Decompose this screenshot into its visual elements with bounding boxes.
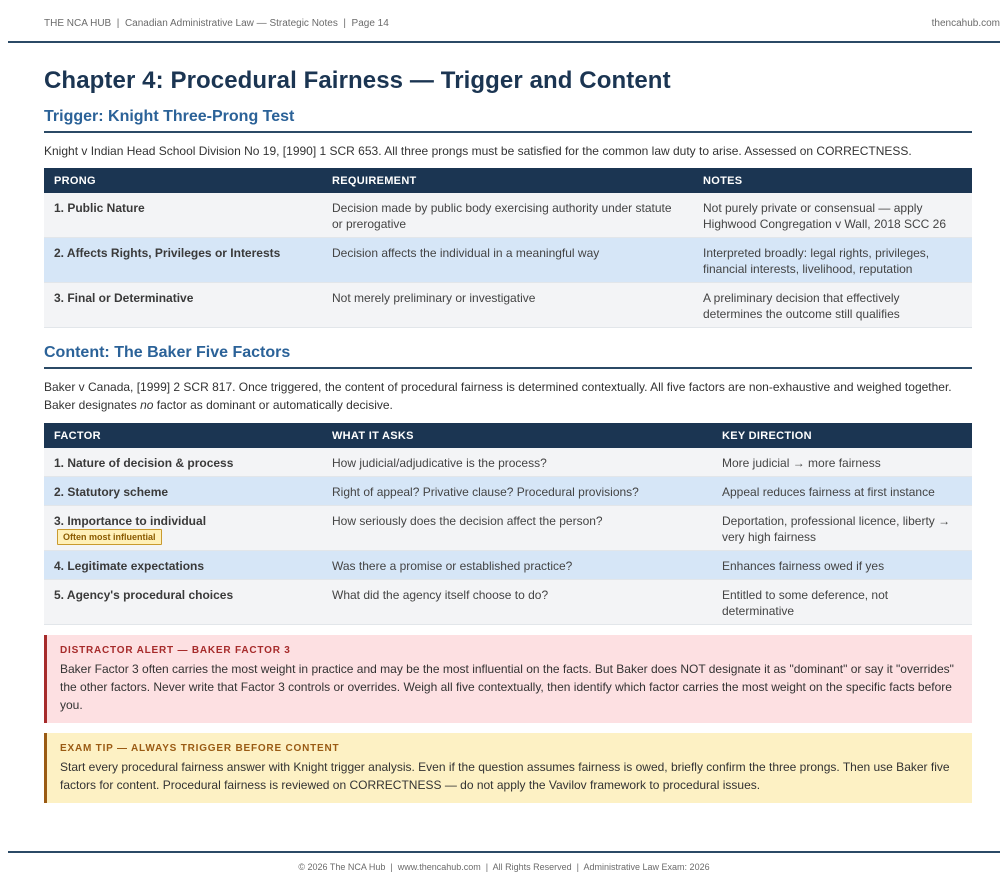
column-header-prong: PRONG [44,168,322,193]
table-row [44,283,972,328]
table-row [44,580,972,625]
table-row [44,551,972,580]
prong-cell: 3. Final or Determinative [44,283,322,328]
factor-label: 3. Importance to individual [54,514,207,528]
chapter-title: Chapter 4: Procedural Fairness — Trigger and Content [44,67,671,94]
column-header-notes: NOTES [693,168,972,193]
direction-cell: More judicial → more fairness [712,448,972,477]
content-intro-emphasis: no [140,398,154,412]
distractor-alert-callout [44,635,972,723]
footer-divider [8,851,1000,853]
direction-cell: Entitled to some deference, not determinative [712,580,972,625]
content-intro-start: Baker v Canada, [1999] 2 SCR 817. Once triggered, the content of procedural fairness is determined contextually. All five factors are non-exhaustive and weighed together. Baker designates [44,380,952,412]
column-header-what-it-asks: WHAT IT ASKS [322,423,712,448]
header-site-link[interactable]: thencahub.com [931,18,1000,29]
distractor-alert-body: Baker Factor 3 often carries the most weight in practice and may be the most influential on the facts. But Baker does NOT designate it as "dominant" or say it "overrides" the other factors. Never write that Factor 3 controls or overrides. Weigh all five contextually, then identify which factor carries the most weight on the specific facts before you. [60,662,954,712]
factor-cell [44,506,322,551]
exam-tip-callout [44,733,972,803]
table-header-row [44,423,972,448]
header-running-title: THE NCA HUB | Canadian Administrative Law — Strategic Notes | Page 14 [44,18,389,29]
column-header-factor: FACTOR [44,423,322,448]
content-intro [44,378,972,414]
column-header-key-direction: KEY DIRECTION [712,423,972,448]
asks-cell: Was there a promise or established practice? [322,551,712,580]
notes-cell: A preliminary decision that effectively determines the outcome still qualifies [693,283,972,328]
notes-cell: Interpreted broadly: legal rights, privileges, financial interests, livelihood, reputation [693,238,972,283]
page-header [8,0,1000,43]
column-header-requirement: REQUIREMENT [322,168,693,193]
table-row [44,506,972,551]
asks-cell: How seriously does the decision affect the person? [322,506,712,551]
prong-cell: 2. Affects Rights, Privileges or Interests [44,238,322,283]
direction-cell: Appeal reduces fairness at first instance [712,477,972,506]
exam-tip-title: EXAM TIP — ALWAYS TRIGGER BEFORE CONTENT [60,743,340,754]
table-row [44,477,972,506]
asks-cell: Right of appeal? Privative clause? Procedural provisions? [322,477,712,506]
baker-factors-table [44,423,972,625]
direction-cell: Deportation, professional licence, liberty → very high fairness [712,506,972,551]
asks-cell: How judicial/adjudicative is the process? [322,448,712,477]
table-row [44,448,972,477]
factor-cell: 4. Legitimate expectations [44,551,322,580]
factor-cell: 2. Statutory scheme [44,477,322,506]
most-influential-badge: Often most influential [57,529,162,545]
factor-cell: 5. Agency's procedural choices [44,580,322,625]
distractor-alert-title: DISTRACTOR ALERT — BAKER FACTOR 3 [60,645,291,656]
requirement-cell: Decision affects the individual in a meaningful way [322,238,693,283]
knight-prong-table [44,168,972,328]
table-row [44,193,972,238]
table-header-row [44,168,972,193]
asks-cell: What did the agency itself choose to do? [322,580,712,625]
prong-cell: 1. Public Nature [44,193,322,238]
page-footer: © 2026 The NCA Hub | www.thencahub.com | All Rights Reserved | Administrative Law Exam: 2026 [298,862,710,872]
page-content [44,60,972,803]
trigger-intro: Knight v Indian Head School Division No 19, [1990] 1 SCR 653. All three prongs must be satisfied for the common law duty to arise. Assessed on CORRECTNESS. [44,144,912,158]
table-row [44,238,972,283]
exam-tip-body: Start every procedural fairness answer with Knight trigger analysis. Even if the question assumes fairness is owed, briefly confirm the three prongs. Then use Baker five factors for content. Procedural fairness is reviewed on CORRECTNESS — do not apply the Vavilov framework to procedural issues. [60,760,950,792]
notes-cell: Not purely private or consensual — apply Highwood Congregation v Wall, 2018 SCC 26 [693,193,972,238]
factor-cell: 1. Nature of decision & process [44,448,322,477]
trigger-heading: Trigger: Knight Three-Prong Test [44,107,972,133]
requirement-cell: Decision made by public body exercising authority under statute or prerogative [322,193,693,238]
content-intro-end: factor as dominant or automatically decisive. [153,398,393,412]
direction-cell: Enhances fairness owed if yes [712,551,972,580]
content-heading: Content: The Baker Five Factors [44,343,972,369]
requirement-cell: Not merely preliminary or investigative [322,283,693,328]
